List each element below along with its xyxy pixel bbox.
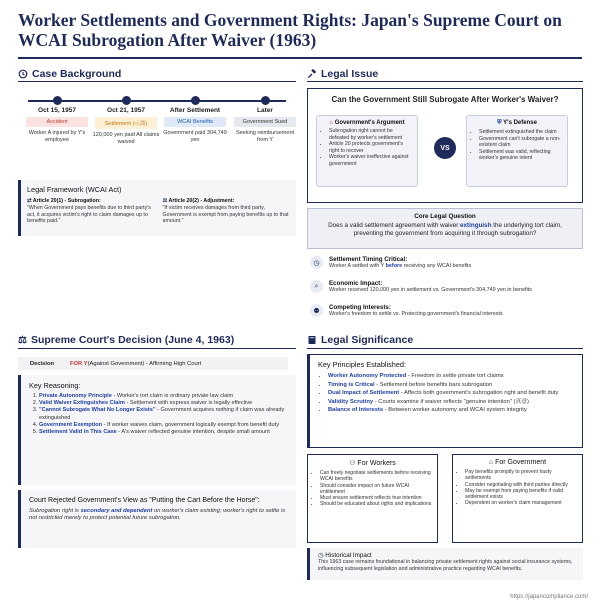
key-fact — [310, 280, 582, 294]
fact-text: Worker's freedom to settle vs. Protecting government's financial interests — [329, 311, 503, 317]
core-question-text: Does a valid settlement agreement with waiver extinguish the underlying tort claim, preventing the government from acquiring it through subrogation? — [328, 222, 562, 237]
government-item: • Consider negotiating with third parties directly — [465, 482, 578, 488]
section-heading-issue: Legal Issue — [307, 68, 378, 80]
defense-item: • Settlement was valid, reflecting worker's genuine intent — [479, 149, 563, 162]
section-heading-decision: ⚖ Supreme Court's Decision (June 4, 1963) — [18, 334, 235, 346]
timeline-date: After Settlement — [169, 107, 221, 114]
argument-item: • Article 20 protects government's right to recover — [329, 141, 413, 154]
section-divider — [18, 81, 296, 82]
scale-icon: ⚖ — [18, 334, 27, 346]
history-icon — [18, 69, 28, 79]
government-item: • Pay benefits promptly to prevent hasty settlements — [465, 469, 578, 482]
principle-item: • Worker Autonomy Protected - Freedom to settle private tort claims — [328, 372, 574, 381]
book-icon — [307, 335, 317, 345]
timeline-dot — [53, 96, 62, 105]
timeline-date: Oct 15, 1957 — [38, 107, 76, 114]
government-argument-list — [321, 128, 413, 167]
timeline-date: Oct 21, 1957 — [107, 107, 145, 114]
swap-icon: ⇄ — [27, 198, 32, 204]
core-question-box — [307, 208, 583, 249]
principle-item: • Validity Scrutiny - Courts examine if waiver reflects "genuine intention" (真意) — [328, 398, 574, 407]
section-divider — [18, 348, 296, 349]
page-title: Worker Settlements and Government Rights: Japan's Supreme Court on WCAI Subrogation After Waiver (1963) — [18, 10, 562, 50]
key-fact — [310, 304, 582, 318]
fact-title: Settlement Timing Critical: — [329, 256, 408, 263]
article-20-1-text: "When Government pays benefits due to third party's act, it acquires victim's right to claim damages up to benefits paid." — [27, 204, 151, 225]
key-fact — [310, 256, 582, 270]
clock-icon: ◷ — [310, 256, 323, 269]
government-building-icon: ⌂ — [488, 459, 494, 466]
defense-item: • Government can't subrogate a non-existent claim — [479, 136, 563, 149]
timeline-description: Seeking reimbursement from Y — [235, 130, 295, 143]
workers-item: • Must ensure settlement reflects true intention — [320, 495, 433, 501]
legal-issue-box — [307, 88, 583, 203]
for-workers-box: ⚇ For Workers • Can freely negotiate settlements before receiving WCAI benefits • Should consider impact on future WCAI entitlement • Must ensure settlement reflects true intention • Should be educated about rights and implications — [307, 454, 438, 543]
defense-item: • Settlement extinguished the claim — [479, 129, 563, 136]
timeline-dot — [122, 96, 131, 105]
key-reasoning-box — [18, 375, 296, 485]
section-divider — [307, 81, 583, 82]
fact-text: Worker A settled with Y before receiving any WCAI benefits — [329, 263, 472, 269]
reasoning-item: 3. "Cannot Subrogate What No Longer Exists" - Government acquires nothing if claim was already extinguished — [39, 407, 288, 421]
section-heading-background: Case Background — [18, 68, 121, 80]
workers-item: • Can freely negotiate settlements before receiving WCAI benefits — [320, 470, 433, 483]
timeline-tag: WCAI Benefits — [164, 117, 226, 127]
rejected-text: Subrogation right is secondary and dependent on worker's claim existing; worker's right to settle is not restricted merely to protect potential future subrogation. — [29, 508, 286, 522]
government-list — [457, 469, 578, 507]
decision-verdict: FOR Y — [70, 360, 88, 367]
footer-url[interactable]: https://japancompliance.com/ — [510, 594, 588, 600]
government-argument-card: ⌂ Government's Argument • Subrogation right cannot be defeated by worker's settlement • Article 20 protects government's right to recover • Worker's waiver ineffective against government — [316, 115, 418, 187]
fact-title: Economic Impact: — [329, 280, 383, 287]
reasoning-item: 5. Settlement Valid in This Case - A's waiver reflected genuine intention, despite small amount — [39, 429, 288, 436]
rejected-view-box — [18, 490, 296, 548]
search-icon: ⌕ — [310, 280, 323, 293]
reasoning-title: Key Reasoning: — [29, 381, 81, 390]
timeline-event — [22, 90, 92, 144]
historical-impact-box: ◷ Historical Impact This 1963 case remains foundational in balancing private settlement rights against social insurance systems, influencing subsequent legislation and administrative practice regarding WCAI benefits. — [307, 548, 583, 580]
decision-detail: (Against Government) - Affirming High Court — [87, 360, 202, 367]
principle-item: • Balance of Interests - Between worker autonomy and WCAI system integrity — [328, 406, 574, 415]
government-item: • Dependent on worker's claim management — [465, 500, 578, 506]
timeline-tag: Government Sued — [234, 117, 296, 127]
timeline-description: Government paid 304,749 yen — [163, 130, 227, 143]
article-20-1-title: Article 20(1) - Subrogation: — [32, 198, 101, 204]
bank-icon: ⌂ — [329, 120, 334, 126]
fact-text: Worker received 120,000 yen in settlement vs. Government's 304,749 yen in benefits — [329, 287, 532, 293]
timeline-date: Later — [257, 107, 273, 114]
timeline-tag: Accident — [26, 117, 88, 127]
title-divider — [18, 57, 582, 59]
for-government-box: ⌂ For Government • Pay benefits promptly to prevent hasty settlements • Consider negotiating with third parties directly • May be exempt from paying benefits if valid settlement exists • Dependent on worker's claim management — [452, 454, 583, 543]
workers-item: • Should consider impact on future WCAI entitlement — [320, 483, 433, 496]
section-divider — [307, 348, 583, 349]
reasoning-item: 4. Government Exemption - If worker waives claim, government logically exempt from benefit duty — [39, 422, 288, 429]
users-icon: ⚉ — [310, 304, 323, 317]
argument-item: • Subrogation right cannot be defeated by worker's settlement — [329, 128, 413, 141]
timeline-dot — [261, 96, 270, 105]
worker-icon: ⚇ — [349, 460, 356, 467]
principles-title: Key Principles Established: — [318, 360, 407, 369]
article-20-2-title: Article 20(2) - Adjustment: — [168, 198, 235, 204]
section-heading-significance: Legal Significance — [307, 334, 413, 346]
shield-icon: ⛨ — [497, 120, 502, 126]
gavel-icon — [307, 69, 317, 79]
decision-bar — [18, 357, 288, 370]
vs-badge: VS — [434, 137, 456, 159]
timeline-dot — [191, 96, 200, 105]
timeline — [18, 90, 296, 160]
framework-title: Legal Framework (WCAI Act) — [27, 185, 122, 194]
government-item: • May be exempt from paying benefits if valid settlement exists — [465, 488, 578, 501]
scale-icon: ⚖ — [162, 198, 168, 204]
timeline-event — [230, 90, 300, 144]
reasoning-item: 2. Valid Waiver Extinguishes Claim - Settlement with express waiver is legally effective — [39, 400, 288, 407]
timeline-description: 120,000 yen paid All claims waived — [92, 132, 160, 145]
y-defense-card: ⛨ Y's Defense • Settlement extinguished the claim • Government can't subrogate a non-existent claim • Settlement was valid, reflecting worker's genuine intent — [466, 115, 568, 187]
historical-text: This 1963 case remains foundational in balancing private settlement rights against social insurance systems, influencing subsequent legislation and administrative practice regarding WCAI benefits. — [318, 559, 573, 572]
timeline-event — [160, 90, 230, 144]
decision-label: Decision — [29, 360, 55, 367]
legal-framework-box — [18, 180, 296, 236]
reasoning-item: 1. Private Autonomy Principle - Worker's tort claim is ordinary private law claim — [39, 393, 288, 400]
core-question-title: Core Legal Question — [414, 213, 476, 220]
workers-list — [312, 470, 433, 508]
principle-item: • Timing is Critical - Settlement before benefits bars subrogation — [328, 381, 574, 390]
workers-item: • Should be educated about rights and implications — [320, 501, 433, 507]
timeline-description: Worker A injured by Y's employee — [28, 130, 86, 143]
history-icon: ◷ — [318, 552, 324, 559]
y-defense-list — [471, 129, 563, 162]
principle-item: • Dual Impact of Settlement - Affects both government's subrogation right and benefit duty — [328, 389, 574, 398]
timeline-tag: Settlement (示談) — [95, 117, 157, 129]
article-20-2-text: "If victim receives damages from third party, Government is exempt from paying benefits up to that amount." — [162, 204, 289, 225]
reasoning-list — [29, 393, 288, 436]
rejected-title: Court Rejected Government's View as "Putting the Cart Before the Horse": — [29, 497, 260, 504]
argument-item: • Worker's waiver ineffective against government — [329, 154, 413, 167]
key-principles-box — [307, 354, 583, 448]
issue-question: Can the Government Still Subrogate After Worker's Waiver? — [331, 95, 559, 104]
fact-title: Competing Interests: — [329, 304, 391, 311]
timeline-event — [91, 90, 161, 146]
principles-list — [318, 372, 574, 415]
